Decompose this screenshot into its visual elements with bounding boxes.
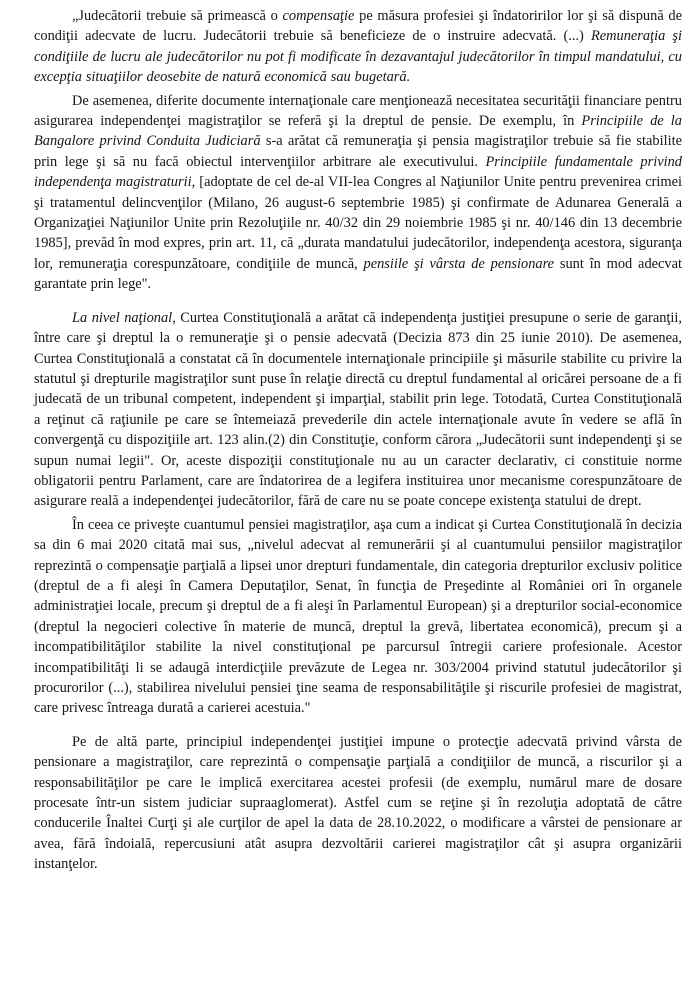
text-run: „Judecătorii trebuie să primească o (72, 8, 283, 24)
text-run: De asemenea, diferite documente internaţionale care menţionează necesitatea securităţii financiare pentru asigurarea independenţei magistraţilor se referă şi la dreptul de pensie. De exemplu, în (34, 92, 682, 130)
text-run: pe măsura profesiei şi îndatoririlor lor şi să dispună de condiţii adecvate de lucru. Judecătorii trebuie să beneficieze de o instruire adecvată. (...) (34, 8, 682, 45)
text-run: [adoptate de cel de-al VII-lea Congres al Naţiunilor Unite pentru prevenirea crimei şi tratamentul delincvenţilor (Milano, 26 august-6 septembrie 1985) şi confirmate de Adunarea Generală a Organizaţiei Naţiunilor Unite prin Rezoluţiile nr. 40/32 din 29 noiembrie 1985 şi nr. 40/146 din 13 decembrie 1985], prevăd în mod expres, prin art. 11, că „durata mandatului judecătorilor, independenţa acestora, siguranţa lor, remuneraţia corespunzătoare, condiţiile de muncă, (34, 174, 682, 272)
pension-amount-paragraph: În ceea ce priveşte cuantumul pensiei magistraţilor, aşa cum a indicat şi Curtea Constituţională în decizia sa din 6 mai 2020 citată mai sus, „nivelul adecvat al remunerării şi al cuantumului pensiilor magistraţilor reprezintă o compensaţie parţială a lipsei unor drepturi fundamentale, din categoria drepturilor exclusiv politice (dreptul de a fi aleşi în Camera Deputaţilor, Senat, în funcţia de Preşedinte al României ori în organele administraţiei locale, precum şi dreptul de a fi aleşi în Parlamentul European) şi a drepturilor social-economice (dreptul la negocieri colective în materie de muncă, dreptul la grevă, libertatea economică), precum şi a incompatibilităţilor stabilite la nivel constituţional pe parcursul întregii cariere profesionale. Acestor incompatibilităţi li se adaugă interdicţiile prevăzute de Legea nr. 303/2004 privind statutul judecătorilor şi procurorilor (...), stabilirea nivelului pensiei ţine seama de responsabilităţile şi riscurile profesiei de magistrat, care privesc întreaga durată a carierei acestuia." (34, 516, 682, 717)
national-paragraph (34, 308, 682, 512)
italic-run: Principiile de la Bangalore privind Conduita Judiciară (34, 113, 682, 150)
italic-run: Remuneraţia şi condiţiile de lucru ale judecătorilor nu pot fi modificate în dezavantajul judecătorilor în timpul mandatului, cu excepţia situaţiilor deosebite de natură economică sau bugetară. (34, 28, 682, 86)
italic-run: compensaţie (282, 8, 355, 24)
text-run: sunt în mod adecvat garantate prin lege". (34, 255, 682, 293)
text-run: s-a arătat că remuneraţia şi pensia magistraţilor trebuie să fie stabilite prin lege şi să nu facă obiectul intervenţiilor arbitrare ale executivului. (34, 133, 682, 170)
italic-run: pensiile şi vârsta de pensionare (363, 255, 555, 272)
international-paragraph (34, 91, 682, 295)
italic-run: La nivel naţional (72, 309, 173, 326)
quote-paragraph (34, 6, 682, 88)
text-run: , Curtea Constituţională a arătat că independenţa justiţiei presupune o serie de garanţii, între care şi dreptul la o remuneraţie şi o pensie adecvată (Decizia 873 din 25 iunie 2010). De asemenea, Curtea Constituţională a constatat că în documentele internaţionale principiile şi măsurile stabilite cu privire la statutul şi drepturile magistraţilor sunt puse în relaţie directă cu dreptul fundamental al oricărei persoane de a fi judecată de un tribunal competent, independent şi imparţial, stabilit prin lege. Totodată, Curtea Constituţională a reţinut că raţiunile pe care se întemeiază prevederile din actele internaţionale avute în vedere se află în convergenţă cu dispoziţiile art. 123 alin.(2) din Constituţie, conform cărora „Judecătorii sunt independenţi şi se supun numai legii". Or, aceste dispoziţii constituţionale nu au un caracter declarativ, ci constituie norme obligatorii pentru Parlament, care are îndatorirea de a legifera instituirea unor mecanisme corespunzătoare de asigurare reală a independenţei judecătorilor, fără de care nu se poate concepe existenţa statului de drept. (34, 309, 682, 510)
retirement-age-paragraph: Pe de altă parte, principiul independenţei justiţiei impune o protecţie adecvată privind vârsta de pensionare a magistraţilor, care reprezintă o compensaţie parţială a condiţiilor de muncă, a riscurilor şi a responsabilităţilor pe care le implică exercitarea acestei profesii (de exemplu, numărul mare de dosare procesate într-un sistem judiciar supraaglomerat). Astfel cum se reţine şi în rezoluţia adoptată de către conducerile Înaltei Curţi şi ale curţilor de apel la data de 28.10.2022, o modificare a vârstei de pensionare ar avea, fără îndoială, repercusiuni atât asupra dezvoltării carierei magistraţilor cât şi asupra organizării instanţelor. (34, 733, 682, 873)
italic-run: Principiile fundamentale privind independenţa magistraturii, (34, 153, 683, 191)
